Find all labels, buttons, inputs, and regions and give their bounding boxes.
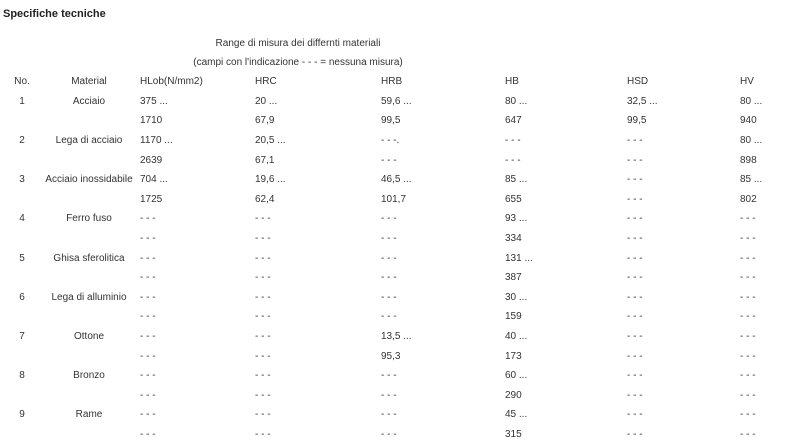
hrc-max-value: - - - bbox=[255, 233, 271, 245]
material-name bbox=[44, 386, 134, 406]
material-name: Acciaio bbox=[72, 95, 106, 107]
table-row-max bbox=[0, 150, 798, 170]
hv-min-value: - - - bbox=[740, 213, 756, 225]
material-number bbox=[0, 346, 44, 366]
material-number: 3 bbox=[19, 174, 25, 186]
hsd-max-value: 99,5 bbox=[627, 115, 647, 127]
material-name bbox=[44, 190, 134, 210]
hv-min-value: - - - bbox=[740, 291, 756, 303]
hv-max-value: 898 bbox=[740, 154, 757, 166]
hrb-min-value: - - - bbox=[381, 291, 397, 303]
hlob-min-value: - - - bbox=[140, 291, 156, 303]
table-row-max bbox=[0, 229, 798, 249]
table-row-min bbox=[0, 131, 798, 151]
hb-min-value: 80 ... bbox=[505, 95, 528, 107]
hrc-max-value: - - - bbox=[255, 389, 271, 401]
hsd-min-value: - - - bbox=[627, 174, 643, 186]
hb-min-value: 60 ... bbox=[505, 370, 528, 382]
hv-max-value: - - - bbox=[740, 350, 756, 362]
hrb-max-value: - - - bbox=[381, 311, 397, 323]
table-row-max bbox=[0, 111, 798, 131]
column-header-hrc: HRC bbox=[255, 76, 277, 88]
hrc-max-value: 67,1 bbox=[255, 154, 275, 166]
specs-table bbox=[0, 72, 798, 444]
hb-max-value: 290 bbox=[505, 389, 522, 401]
hv-min-value: - - - bbox=[740, 370, 756, 382]
hrb-max-value: - - - bbox=[381, 272, 397, 284]
hsd-max-value: - - - bbox=[627, 154, 643, 166]
hrb-min-value: - - - bbox=[381, 213, 397, 225]
material-name bbox=[44, 425, 134, 445]
table-header-row bbox=[0, 72, 798, 92]
hsd-max-value: - - - bbox=[627, 272, 643, 284]
material-number: 2 bbox=[19, 135, 25, 147]
hsd-min-value: - - - bbox=[627, 409, 643, 421]
hlob-min-value: - - - bbox=[140, 370, 156, 382]
hlob-max-value: - - - bbox=[140, 233, 156, 245]
hrb-max-value: 99,5 bbox=[381, 115, 401, 127]
table-row-max bbox=[0, 386, 798, 406]
hrc-min-value: - - - bbox=[255, 252, 271, 264]
hb-max-value: 315 bbox=[505, 428, 522, 440]
table-caption: Range di misura dei differnti materiali bbox=[215, 38, 381, 49]
hrb-max-value: - - - bbox=[381, 154, 397, 166]
hrb-min-value: 46,5 ... bbox=[381, 174, 412, 186]
table-row-max bbox=[0, 425, 798, 445]
column-header-hsd: HSD bbox=[627, 76, 649, 88]
material-number: 7 bbox=[19, 331, 25, 343]
material-name: Ottone bbox=[73, 331, 105, 343]
table-row-min bbox=[0, 92, 798, 112]
hsd-max-value: - - - bbox=[627, 193, 643, 205]
hv-min-value: - - - bbox=[740, 331, 756, 343]
table-row-min bbox=[0, 366, 798, 386]
hrc-min-value: - - - bbox=[255, 370, 271, 382]
material-name: Ferro fuso bbox=[66, 213, 112, 225]
hrc-min-value: 20,5 ... bbox=[255, 135, 286, 147]
hv-max-value: 802 bbox=[740, 193, 757, 205]
hlob-min-value: - - - bbox=[140, 409, 156, 421]
hsd-max-value: - - - bbox=[627, 233, 643, 245]
hsd-min-value: - - - bbox=[627, 213, 643, 225]
hlob-max-value: - - - bbox=[140, 272, 156, 284]
column-header-hv: HV bbox=[740, 76, 754, 88]
material-name: Rame bbox=[75, 409, 103, 421]
table-row-min bbox=[0, 170, 798, 190]
hrc-min-value: 20 ... bbox=[255, 95, 278, 107]
material-number bbox=[0, 386, 44, 406]
table-note: (campi con l'indicazione - - - = nessuna misura) bbox=[193, 57, 403, 68]
material-name: Bronzo bbox=[73, 370, 105, 382]
table-row-min bbox=[0, 288, 798, 308]
hrb-max-value: 101,7 bbox=[381, 193, 407, 205]
column-header-hlob: HLob(N/mm2) bbox=[140, 76, 203, 88]
hlob-max-value: 2639 bbox=[140, 154, 163, 166]
table-row-min bbox=[0, 248, 798, 268]
hv-min-value: 80 ... bbox=[740, 95, 763, 107]
material-number bbox=[0, 229, 44, 249]
hlob-max-value: - - - bbox=[140, 428, 156, 440]
material-name bbox=[44, 111, 134, 131]
hsd-max-value: - - - bbox=[627, 389, 643, 401]
hb-min-value: 131 ... bbox=[505, 252, 533, 264]
page-heading: Specifiche tecniche bbox=[3, 8, 106, 20]
table-row-max bbox=[0, 346, 798, 366]
hb-min-value: 93 ... bbox=[505, 213, 528, 225]
hrc-max-value: - - - bbox=[255, 428, 271, 440]
table-row-max bbox=[0, 190, 798, 210]
hsd-min-value: 32,5 ... bbox=[627, 95, 658, 107]
hb-min-value: 30 ... bbox=[505, 291, 528, 303]
hsd-min-value: - - - bbox=[627, 252, 643, 264]
hrc-max-value: - - - bbox=[255, 350, 271, 362]
table-row-max bbox=[0, 268, 798, 288]
hrb-max-value: 95,3 bbox=[381, 350, 401, 362]
hsd-min-value: - - - bbox=[627, 135, 643, 147]
hlob-max-value: - - - bbox=[140, 389, 156, 401]
hv-min-value: - - - bbox=[740, 252, 756, 264]
hb-max-value: 334 bbox=[505, 233, 522, 245]
column-header-hrb: HRB bbox=[381, 76, 403, 88]
table-row-min bbox=[0, 209, 798, 229]
material-number bbox=[0, 425, 44, 445]
table-row-min bbox=[0, 327, 798, 347]
hrb-max-value: - - - bbox=[381, 389, 397, 401]
material-number bbox=[0, 190, 44, 210]
hlob-max-value: 1710 bbox=[140, 115, 163, 127]
hsd-max-value: - - - bbox=[627, 350, 643, 362]
hrc-max-value: 67,9 bbox=[255, 115, 275, 127]
material-name bbox=[44, 268, 134, 288]
material-name: Lega di alluminio bbox=[51, 291, 127, 303]
hrb-min-value: - - - bbox=[381, 370, 397, 382]
material-name bbox=[44, 346, 134, 366]
hv-max-value: - - - bbox=[740, 233, 756, 245]
column-header-no: No. bbox=[14, 76, 30, 88]
hlob-max-value: - - - bbox=[140, 350, 156, 362]
material-name: Ghisa sferolitica bbox=[53, 252, 125, 264]
hsd-max-value: - - - bbox=[627, 311, 643, 323]
hrb-min-value: - - - bbox=[381, 409, 397, 421]
hrb-max-value: - - - bbox=[381, 428, 397, 440]
table-row-min bbox=[0, 405, 798, 425]
hb-min-value: 40 ... bbox=[505, 331, 528, 343]
hrc-min-value: - - - bbox=[255, 291, 271, 303]
hv-max-value: - - - bbox=[740, 311, 756, 323]
hv-min-value: 80 ... bbox=[740, 135, 763, 147]
hlob-min-value: 1170 ... bbox=[140, 135, 173, 147]
material-number bbox=[0, 150, 44, 170]
hlob-max-value: 1725 bbox=[140, 193, 163, 205]
hrc-min-value: - - - bbox=[255, 409, 271, 421]
hlob-max-value: - - - bbox=[140, 311, 156, 323]
hsd-min-value: - - - bbox=[627, 370, 643, 382]
material-number bbox=[0, 111, 44, 131]
hrc-min-value: - - - bbox=[255, 213, 271, 225]
material-name: Acciaio inossidabile bbox=[45, 174, 133, 186]
hrb-min-value: - - - bbox=[381, 252, 397, 264]
hb-max-value: 173 bbox=[505, 350, 522, 362]
hv-max-value: - - - bbox=[740, 428, 756, 440]
hb-min-value: 45 ... bbox=[505, 409, 528, 421]
material-number: 9 bbox=[19, 409, 25, 421]
hb-max-value: - - - bbox=[505, 154, 521, 166]
hv-min-value: - - - bbox=[740, 409, 756, 421]
material-number: 1 bbox=[19, 95, 25, 107]
hv-max-value: - - - bbox=[740, 272, 756, 284]
hsd-max-value: - - - bbox=[627, 428, 643, 440]
material-number: 6 bbox=[19, 291, 25, 303]
material-number bbox=[0, 307, 44, 327]
material-name bbox=[44, 307, 134, 327]
table-row-max bbox=[0, 307, 798, 327]
hrb-min-value: 59,6 ... bbox=[381, 95, 412, 107]
hsd-min-value: - - - bbox=[627, 291, 643, 303]
hrc-min-value: - - - bbox=[255, 331, 271, 343]
hv-min-value: 85 ... bbox=[740, 174, 763, 186]
hrc-max-value: 62,4 bbox=[255, 193, 275, 205]
hlob-min-value: - - - bbox=[140, 252, 156, 264]
material-number: 8 bbox=[19, 370, 25, 382]
hb-max-value: 159 bbox=[505, 311, 522, 323]
hlob-min-value: 704 ... bbox=[140, 174, 168, 186]
hv-max-value: - - - bbox=[740, 389, 756, 401]
hb-min-value: - - - bbox=[505, 135, 521, 147]
material-number: 4 bbox=[19, 213, 25, 225]
hrc-max-value: - - - bbox=[255, 272, 271, 284]
hb-min-value: 85 ... bbox=[505, 174, 528, 186]
material-number bbox=[0, 268, 44, 288]
hrc-min-value: 19,6 ... bbox=[255, 174, 286, 186]
material-number: 5 bbox=[19, 252, 25, 264]
hrb-max-value: - - - bbox=[381, 233, 397, 245]
hsd-min-value: - - - bbox=[627, 331, 643, 343]
material-name bbox=[44, 150, 134, 170]
hrc-max-value: - - - bbox=[255, 311, 271, 323]
column-header-hb: HB bbox=[505, 76, 519, 88]
material-name bbox=[44, 229, 134, 249]
hb-max-value: 647 bbox=[505, 115, 522, 127]
hlob-min-value: - - - bbox=[140, 331, 156, 343]
column-header-material: Material bbox=[71, 76, 107, 88]
material-name: Lega di acciaio bbox=[55, 135, 123, 147]
hrb-min-value: 13,5 ... bbox=[381, 331, 412, 343]
hrb-min-value: - - -. bbox=[381, 135, 400, 147]
hv-max-value: 940 bbox=[740, 115, 757, 127]
hlob-min-value: 375 ... bbox=[140, 95, 168, 107]
hlob-min-value: - - - bbox=[140, 213, 156, 225]
hb-max-value: 387 bbox=[505, 272, 522, 284]
hb-max-value: 655 bbox=[505, 193, 522, 205]
